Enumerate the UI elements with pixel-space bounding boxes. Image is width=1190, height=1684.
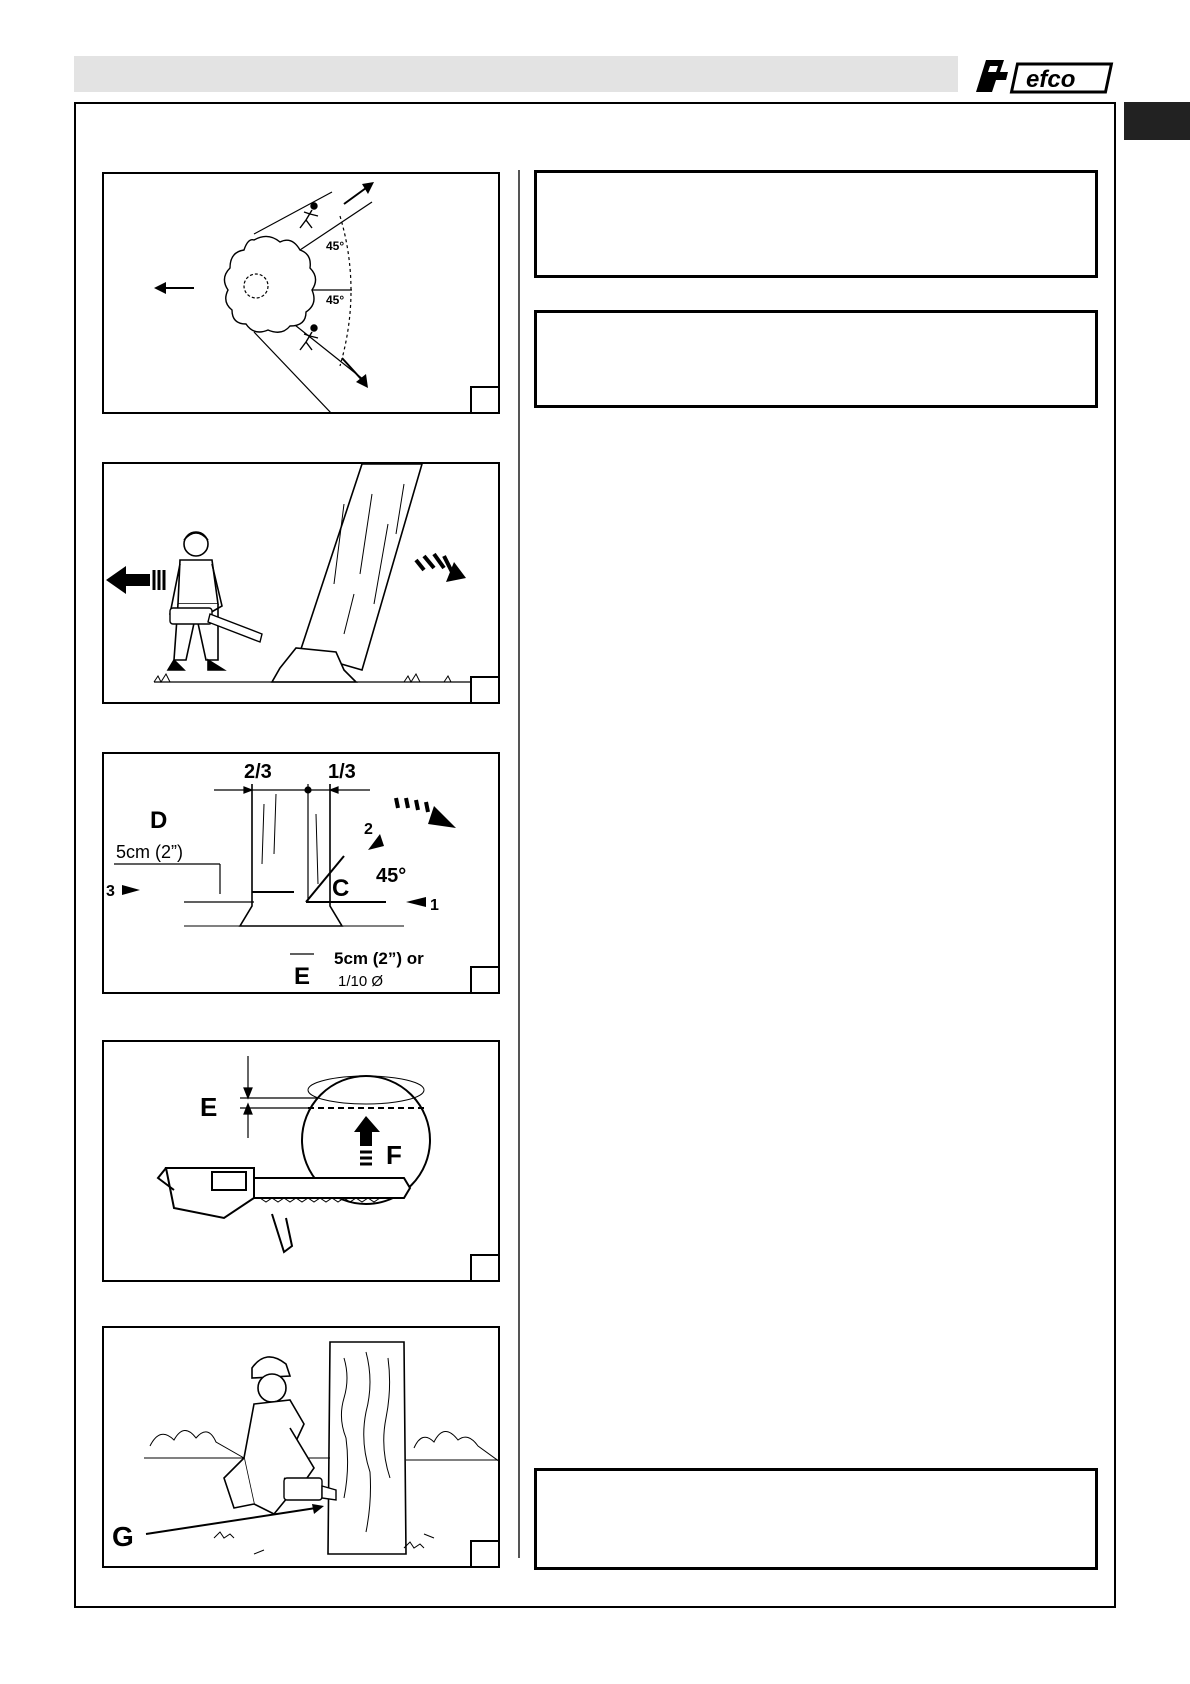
- figure-log-section: [102, 1040, 500, 1282]
- figure-number-box: [470, 676, 498, 702]
- dimension-5cm-label: 5cm (2”): [116, 842, 183, 862]
- figure-number-box: [470, 1540, 498, 1566]
- figure-escape-routes: [102, 172, 500, 414]
- retreat-arrow-icon: [106, 566, 164, 594]
- hinge-note-1: 5cm (2”) or: [334, 949, 424, 968]
- header-bar: [74, 56, 958, 92]
- marker-3: 3: [106, 883, 115, 900]
- label-g: G: [112, 1521, 134, 1552]
- note-box-1: [534, 170, 1098, 278]
- background-bushes: [144, 1430, 500, 1462]
- label-e: E: [200, 1092, 218, 1122]
- label-d: D: [150, 807, 168, 834]
- fall-direction-arrow-icon: [396, 798, 456, 828]
- figure-felling-cuts: [102, 752, 500, 994]
- escape-arrow-top-icon: [344, 182, 374, 204]
- angle-label-top: 45°: [326, 239, 345, 253]
- label-e: E: [294, 963, 311, 990]
- ratio-right-label: 1/3: [328, 761, 356, 783]
- trunk-outline: [240, 784, 342, 926]
- figure-number-box: [470, 1254, 498, 1280]
- figure-bore-cut: [102, 1326, 500, 1568]
- angle-label-bottom: 45°: [326, 293, 345, 307]
- marker-2: 2: [364, 821, 373, 838]
- label-c: C: [332, 875, 350, 902]
- operator-figure-icon: [168, 532, 224, 670]
- tree-crown-icon: [224, 236, 315, 332]
- column-divider: [518, 170, 520, 1558]
- fall-direction-arrow-icon: [154, 282, 194, 294]
- label-f: F: [386, 1140, 402, 1170]
- fall-direction-arrow-icon: [416, 554, 466, 582]
- escape-arrow-bottom-icon: [342, 358, 368, 388]
- chainsaw-icon: [158, 1168, 410, 1252]
- section-tab: [1124, 102, 1190, 140]
- trunk-icon: [328, 1342, 406, 1554]
- note-box-2: [534, 310, 1098, 408]
- hinge-note-2: 1/10 Ø: [338, 973, 384, 990]
- figure-operator-retreat: [102, 462, 500, 704]
- ratio-left-label: 2/3: [244, 761, 272, 783]
- running-person-top-icon: [300, 203, 318, 228]
- logo-text: efco: [1026, 66, 1076, 93]
- logo-mark-icon: [976, 60, 1008, 92]
- falling-tree-icon: [272, 464, 422, 682]
- efco-logo: [970, 52, 1120, 98]
- angle-45-label: 45°: [376, 865, 407, 887]
- figure-number-box: [470, 386, 498, 412]
- marker-1: 1: [430, 897, 439, 914]
- running-person-bottom-icon: [300, 325, 318, 350]
- note-box-3: [534, 1468, 1098, 1570]
- figure-number-box: [470, 966, 498, 992]
